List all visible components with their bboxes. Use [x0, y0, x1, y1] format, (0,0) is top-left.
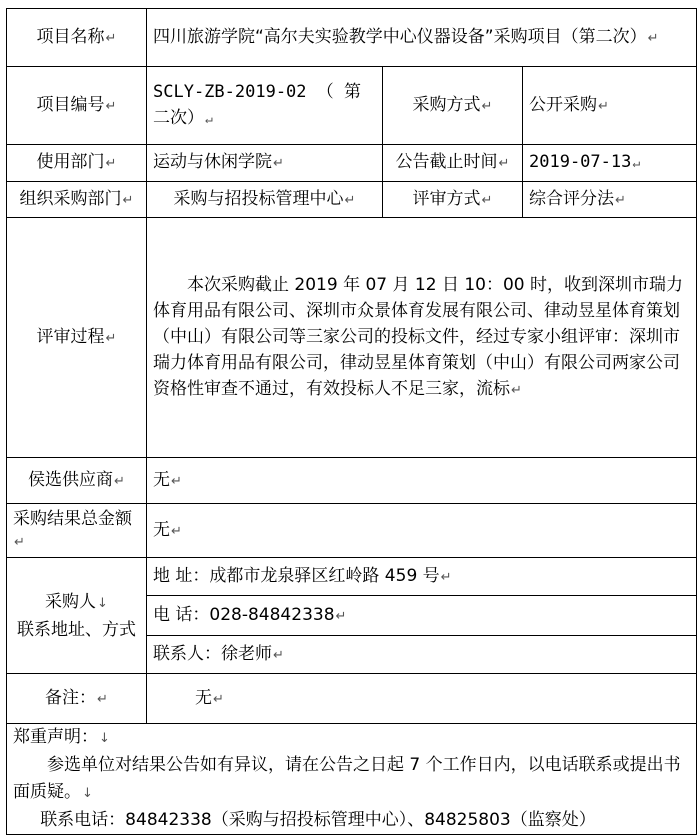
org-dept-label: 组织采购部门↵ — [7, 182, 147, 218]
contact-label: 采购人↓ 联系地址、方式 — [7, 558, 147, 674]
procurement-method-label: 采购方式↵ — [383, 67, 523, 145]
row-department — [7, 145, 697, 182]
row-candidate — [7, 458, 697, 504]
row-org-dept — [7, 182, 697, 218]
row-project-number — [7, 67, 697, 145]
contact-person: 联系人：徐老师↵ — [147, 636, 697, 674]
department-value: 运动与休闲学院↵ — [147, 145, 383, 182]
row-review-process — [7, 218, 697, 458]
candidate-value: 无↵ — [147, 458, 697, 504]
row-remark — [7, 674, 697, 724]
notice-title: 郑重声明：↓ — [13, 727, 110, 747]
procurement-result-table — [6, 8, 697, 835]
project-name-value: 四川旅游学院“高尔夫实验教学中心仪器设备”采购项目（第二次）↵ — [147, 9, 697, 67]
org-dept-value: 采购与招投标管理中心↵ — [147, 182, 383, 218]
project-number-label: 项目编号↵ — [7, 67, 147, 145]
remark-value: 无↵ — [147, 674, 697, 724]
contact-address: 地 址：成都市龙泉驿区红岭路 459 号↵ — [147, 558, 697, 596]
row-total-amount — [7, 504, 697, 558]
review-method-label: 评审方式↵ — [383, 182, 523, 218]
review-process-text: 本次采购截止 2019 年 07 月 12 日 10：00 时，收到深圳市瑞力体育用品有限公司、深圳市众景体育发展有限公司、律动昱星体育策划（中山）有限公司等三家公司的投标文件，经过专家小组评审：深圳市瑞力体育用品有限公司，律动昱星体育策划（中山）有限公司两家公司资格性审查不通过，有效投标人不足三家，流标↵ — [147, 218, 697, 458]
notice — [7, 724, 697, 835]
review-process-label: 评审过程↵ — [7, 218, 147, 458]
row-notice — [7, 724, 697, 835]
row-contact-address — [7, 558, 697, 596]
notice-contact: 联系电话：84842338（采购与招投标管理中心）、84825803（监察处） — [40, 810, 596, 830]
row-project-name — [7, 9, 697, 67]
remark-label: 备注：↵ — [7, 674, 147, 724]
deadline-label: 公告截止时间↵ — [383, 145, 523, 182]
project-name-label: 项目名称↵ — [7, 9, 147, 67]
notice-body: 参选单位对结果公告如有异议，请在公告之日起 7 个工作日内，以电话联系或提出书面质疑。↓ — [13, 755, 681, 802]
procurement-method-value: 公开采购↵ — [523, 67, 697, 145]
department-label: 使用部门↵ — [7, 145, 147, 182]
deadline-value: 2019-07-13↵ — [523, 145, 697, 182]
total-amount-label: 采购结果总金额↵ — [7, 504, 147, 558]
contact-phone: 电 话：028-84842338↵ — [147, 596, 697, 636]
candidate-label: 侯选供应商↵ — [7, 458, 147, 504]
review-method-value: 综合评分法↵ — [523, 182, 697, 218]
total-amount-value: 无↵ — [147, 504, 697, 558]
project-number-value: SCLY-ZB-2019-02 （ 第 二次）↵ — [147, 67, 383, 145]
